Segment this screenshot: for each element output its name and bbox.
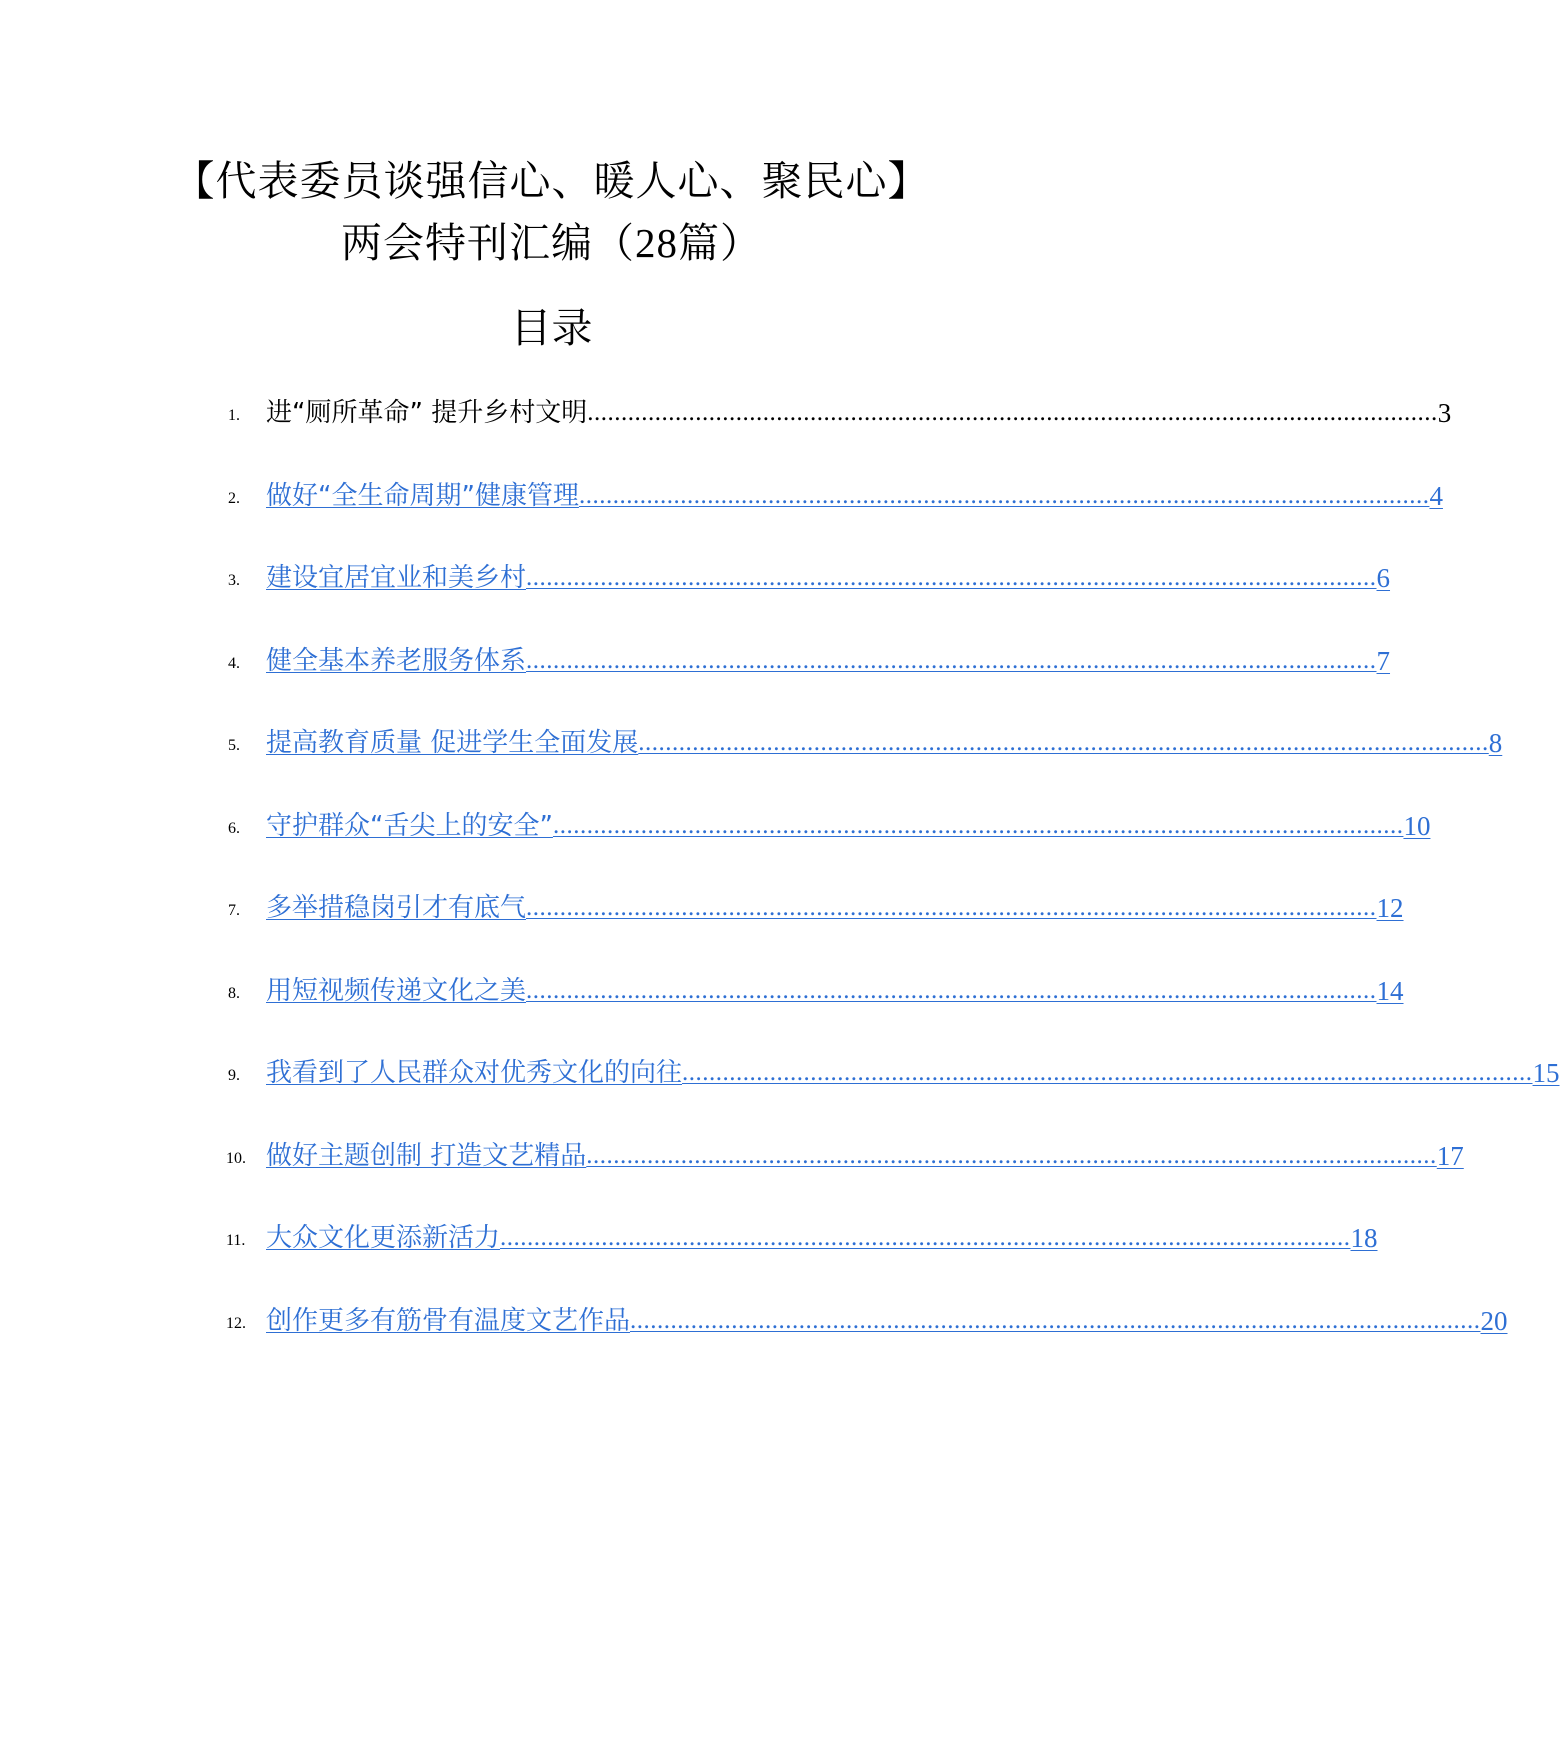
toc-entry-title: 用短视频传递文化之美	[266, 976, 527, 1006]
toc-item	[0, 970, 1404, 1010]
toc-item-number: 6.	[228, 820, 240, 837]
toc-heading: 目录	[510, 304, 593, 352]
toc-item-number: 2.	[228, 490, 240, 507]
toc-dot-leader: ..............................................................................................................................	[578, 482, 1430, 509]
toc-item	[0, 1052, 1560, 1092]
toc-page-number: 3	[1437, 398, 1452, 428]
toc-entry-link[interactable]	[266, 640, 1391, 678]
toc-page-number: 6	[1376, 563, 1391, 593]
toc-entry-title: 我看到了人民群众对优秀文化的向往	[266, 1058, 683, 1088]
toc-item	[0, 1300, 1508, 1340]
toc-entry-link[interactable]	[266, 475, 1443, 513]
title-line-2-suffix: 篇）	[678, 219, 762, 267]
toc-dot-leader: ..............................................................................................................................	[638, 729, 1489, 756]
toc-dot-leader: ..............................................................................................................................	[526, 647, 1377, 674]
toc-item	[0, 1217, 1378, 1257]
toc-entry-title: 多举措稳岗引才有底气	[266, 893, 527, 923]
toc-item	[0, 392, 1452, 432]
toc-entry-title: 大众文化更添新活力	[266, 1223, 501, 1253]
toc-entry-link[interactable]	[266, 1135, 1464, 1173]
toc-page-number: 15	[1532, 1058, 1560, 1088]
toc-entry-title: 进“厕所革命” 提升乡村文明	[266, 398, 588, 428]
toc-dot-leader: ..............................................................................................................................	[682, 1059, 1533, 1086]
toc-page-number: 20	[1480, 1306, 1508, 1336]
toc-item-number: 12.	[226, 1315, 246, 1332]
toc-entry-link[interactable]	[266, 970, 1404, 1008]
toc-entry-title: 守护群众“舌尖上的安全”	[266, 811, 553, 841]
toc-dot-leader: ..............................................................................................................................	[552, 812, 1404, 839]
toc-item	[0, 887, 1404, 927]
toc-item	[0, 557, 1391, 597]
toc-item-number: 8.	[228, 985, 240, 1002]
toc-item-number: 9.	[228, 1067, 240, 1084]
toc-item-number: 11.	[226, 1232, 246, 1249]
toc-dot-leader: ..............................................................................................................................	[526, 564, 1377, 591]
toc-dot-leader: ..............................................................................................................................	[500, 1224, 1351, 1251]
toc-entry-title: 提高教育质量 促进学生全面发展	[266, 728, 639, 758]
toc-item	[0, 805, 1431, 845]
toc-entry-link[interactable]	[266, 1300, 1508, 1338]
toc-dot-leader: ..............................................................................................................................	[587, 399, 1438, 426]
toc-page-number: 12	[1376, 893, 1404, 923]
toc-item-number: 1.	[228, 407, 240, 424]
toc-dot-leader: ..............................................................................................................................	[526, 977, 1377, 1004]
toc-page-number: 7	[1376, 646, 1391, 676]
toc-entry-title: 建设宜居宜业和美乡村	[266, 563, 527, 593]
title-article-count: 28	[635, 220, 678, 266]
toc-page-number: 10	[1403, 811, 1431, 841]
toc-entry-link[interactable]	[266, 887, 1404, 925]
toc-dot-leader: ..............................................................................................................................	[630, 1307, 1481, 1334]
toc-entry-link[interactable]	[266, 722, 1503, 760]
toc-item-number: 5.	[228, 737, 240, 754]
toc-item-number: 3.	[228, 572, 240, 589]
toc-entry-title: 创作更多有筋骨有温度文艺作品	[266, 1306, 631, 1336]
toc-item	[0, 640, 1391, 680]
toc-item-number: 10.	[226, 1150, 246, 1167]
toc-item	[0, 1135, 1464, 1175]
toc-page-number: 14	[1376, 976, 1404, 1006]
toc-entry-link[interactable]	[266, 805, 1431, 843]
toc-item-number: 4.	[228, 655, 240, 672]
toc-page-number: 18	[1350, 1223, 1378, 1253]
toc-page-number: 4	[1429, 481, 1443, 511]
title-line-2-prefix: 两会特刊汇编（	[341, 219, 635, 267]
toc-item-number: 7.	[228, 902, 240, 919]
toc-dot-leader: ..............................................................................................................................	[526, 894, 1377, 921]
toc-entry-title: 健全基本养老服务体系	[266, 646, 527, 676]
toc-entry-link[interactable]	[266, 1217, 1378, 1255]
toc-entry-link[interactable]	[266, 392, 1452, 430]
toc-entry-title: 做好主题创制 打造文艺精品	[266, 1141, 587, 1171]
title-line-1: 【代表委员谈强信心、暖人心、聚民心】	[173, 157, 930, 205]
toc-entry-title: 做好“全生命周期”健康管理	[266, 481, 579, 511]
toc-dot-leader: ..............................................................................................................................	[586, 1142, 1437, 1169]
toc-item	[0, 475, 1443, 515]
toc-item	[0, 722, 1503, 762]
toc-page-number: 8	[1488, 728, 1503, 758]
toc-entry-link[interactable]	[266, 1052, 1560, 1090]
toc-page-number: 17	[1436, 1141, 1464, 1171]
toc-entry-link[interactable]	[266, 557, 1391, 595]
